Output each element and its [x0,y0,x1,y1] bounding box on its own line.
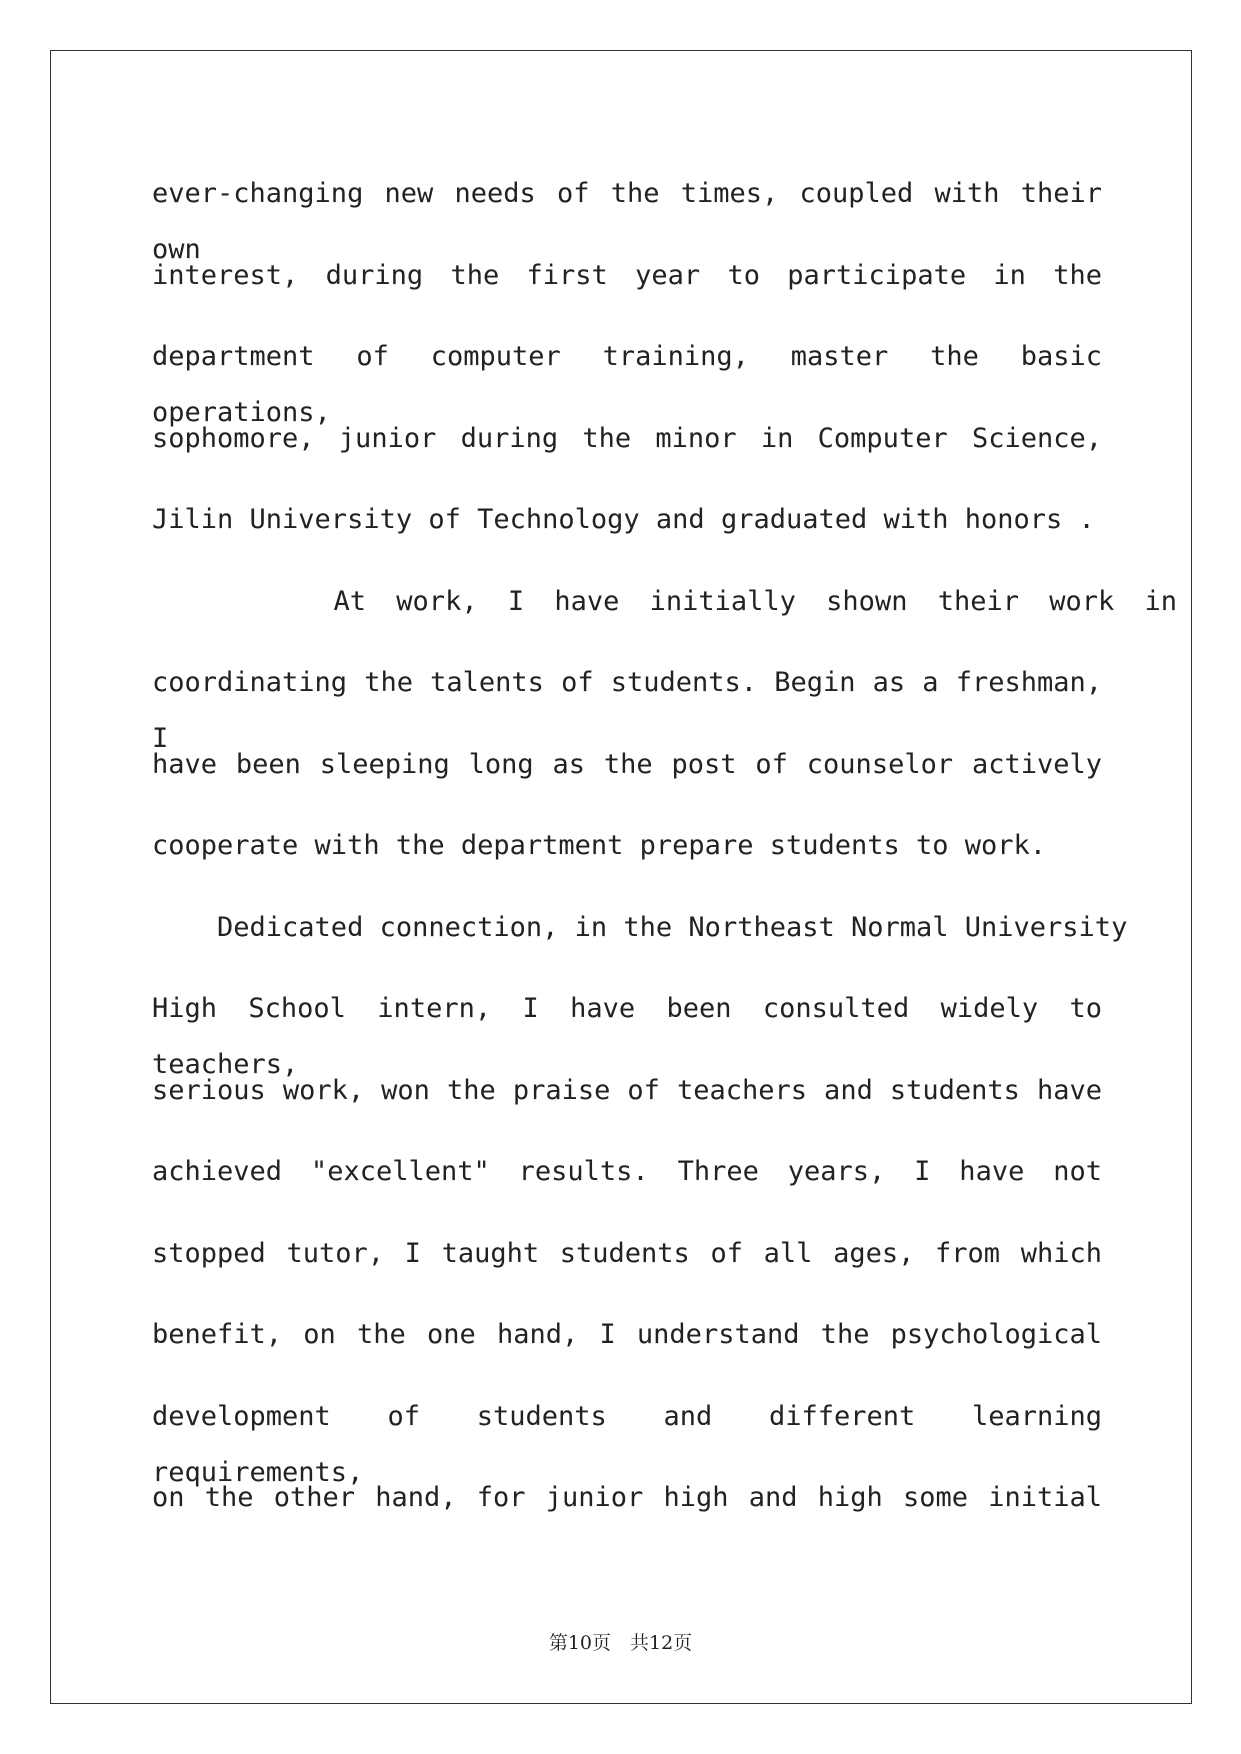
text-line: on the other hand, for junior high and high some initial [152,1482,1102,1513]
text-line: ever-changing new needs of the times, coupled with their own [152,178,1102,265]
text-line: achieved "excellent" results. Three years, I have not [152,1156,1102,1187]
text-line: have been sleeping long as the post of counselor actively [152,748,1102,780]
text-line: stopped tutor, I taught students of all ages, from which [152,1237,1102,1269]
text-line: Dedicated connection, in the Northeast Normal University [152,911,1128,943]
text-line: development of students and different learning requirements, [152,1400,1102,1488]
page-number-footer: 第10页 共12页 [548,1632,693,1654]
text-line: Jilin University of Technology and graduated with honors . [152,504,1095,535]
text-line: cooperate with the department prepare students to work. [152,830,1047,861]
text-line: At work, I have initially shown their work in [152,585,1178,617]
text-line: interest, during the first year to participate in the [152,259,1102,291]
text-line: department of computer training, master the basic operations, [152,341,1102,428]
text-line: coordinating the talents of students. Begin as a freshman, I [152,667,1102,754]
text-line: serious work, won the praise of teachers and students have [152,1074,1102,1106]
text-line: sophomore, junior during the minor in Computer Science, [152,422,1102,454]
text-line: High School intern, I have been consulted widely to teachers, [152,993,1102,1080]
text-line: benefit, on the one hand, I understand the psychological [152,1319,1102,1350]
document-body [152,166,1178,1552]
